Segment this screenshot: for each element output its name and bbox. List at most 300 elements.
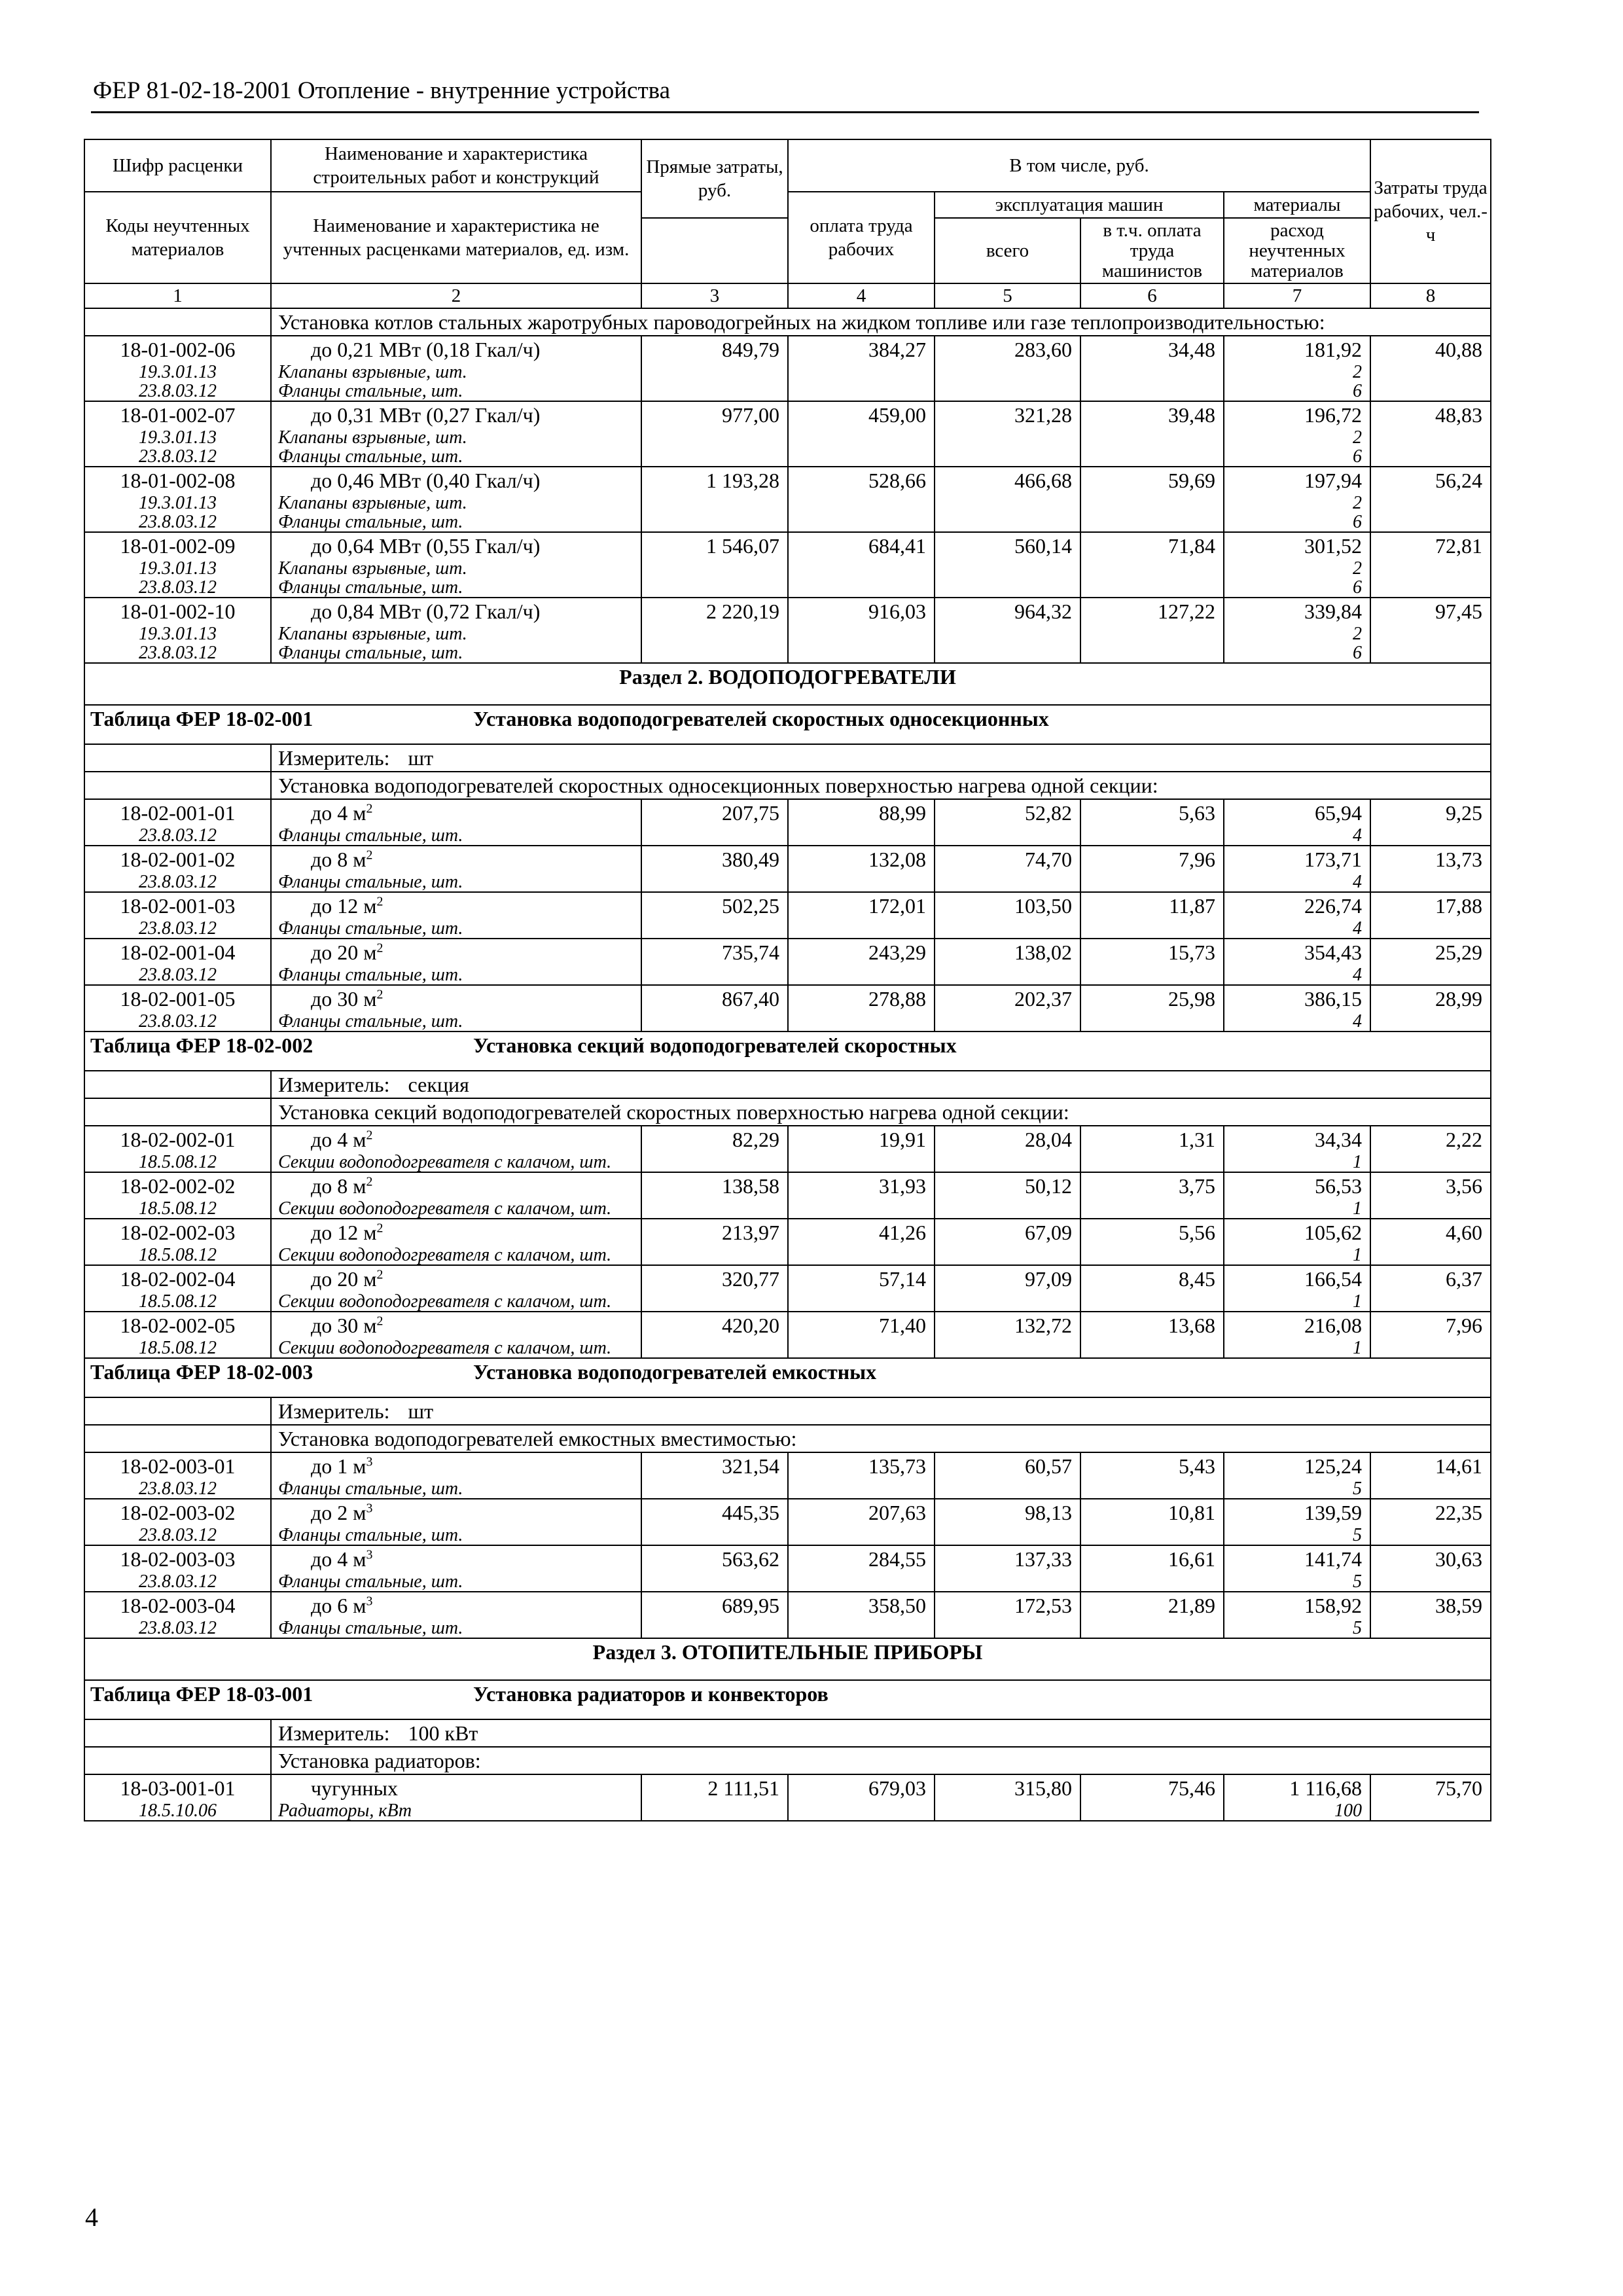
- value-mach: 466,68: [935, 467, 1080, 532]
- unit-exponent: 2: [376, 1221, 383, 1236]
- rate-code-cell: [84, 1219, 271, 1265]
- material-qty: 2: [1353, 427, 1362, 448]
- measure-value: шт: [408, 746, 434, 770]
- table-label: Таблица ФЕР 18-03-001: [90, 1682, 313, 1706]
- th-unaccounted-names: Наименование и характеристика не учтенных расценками материалов, ед. изм.: [271, 192, 641, 283]
- rate-name-text: до 4 м: [311, 801, 366, 825]
- th-labor: Затраты труда рабочих, чел.-ч: [1370, 139, 1491, 283]
- unit-exponent: 2: [376, 987, 383, 1002]
- measure-value: 100 кВт: [408, 1721, 478, 1745]
- value-mat: 226,74: [1304, 894, 1362, 918]
- material-qty: 2: [1353, 493, 1362, 513]
- value-mach-w: 10,81: [1080, 1499, 1224, 1545]
- rate-name-text: до 4 м: [311, 1128, 366, 1151]
- column-number-row: [84, 283, 1491, 308]
- value-direct: 977,00: [641, 401, 788, 467]
- material-code: 23.8.03.12: [139, 577, 217, 598]
- material-code: 23.8.03.12: [139, 965, 217, 985]
- value-mach: 74,70: [935, 846, 1080, 892]
- value-mat: 125,24: [1304, 1454, 1362, 1478]
- rate-name: [278, 939, 635, 965]
- rate-code: 18-02-001-04: [120, 941, 236, 964]
- value-labor: 75,70: [1370, 1774, 1491, 1821]
- unit-exponent: 2: [376, 1314, 383, 1329]
- value-mat: 354,43: [1304, 941, 1362, 964]
- rate-name: [278, 1266, 635, 1292]
- rate-code: 18-01-002-06: [120, 338, 236, 361]
- value-labor: 97,45: [1370, 598, 1491, 663]
- rate-name: [278, 1126, 635, 1153]
- value-direct: 321,54: [641, 1452, 788, 1499]
- rate-name-text: до 12 м: [311, 894, 377, 918]
- value-labor: 72,81: [1370, 532, 1491, 598]
- material-name: Фланцы стальные, шт.: [278, 577, 463, 598]
- rate-name-text: до 4 м: [311, 1547, 366, 1571]
- rate-name-text: до 0,84 МВт (0,72 Гкал/ч): [311, 600, 541, 623]
- rate-name-text: до 30 м: [311, 987, 377, 1011]
- value-mach: 60,57: [935, 1452, 1080, 1499]
- rate-name-text: чугунных: [311, 1776, 398, 1800]
- material-qty: 5: [1353, 1479, 1362, 1499]
- rate-row: [84, 1219, 1491, 1265]
- value-mach-w: 13,68: [1080, 1312, 1224, 1358]
- value-labor: 3,56: [1370, 1172, 1491, 1219]
- unit-exponent: 3: [366, 1454, 373, 1469]
- rate-name-cell: [271, 467, 641, 532]
- value-mat: 173,71: [1304, 848, 1362, 871]
- material-name: Клапаны взрывные, шт.: [278, 493, 467, 513]
- material-code: 19.3.01.13: [139, 493, 217, 513]
- table-title: Установка секций водоподогревателей скоростных: [473, 1033, 957, 1057]
- material-qty: 4: [1353, 825, 1362, 846]
- material-code: 18.5.08.12: [139, 1198, 217, 1219]
- materials-cell: [1224, 532, 1370, 598]
- value-mat: 166,54: [1304, 1267, 1362, 1291]
- value-wages: 679,03: [788, 1774, 935, 1821]
- intro-row: [84, 308, 1491, 336]
- value-direct: 1 193,28: [641, 467, 788, 532]
- value-mach-w: 5,43: [1080, 1452, 1224, 1499]
- material-qty: 6: [1353, 512, 1362, 532]
- value-labor: 6,37: [1370, 1265, 1491, 1312]
- value-wages: 207,63: [788, 1499, 935, 1545]
- measure-code-blank: [84, 744, 271, 772]
- intro-text: Установка котлов стальных жаротрубных пароводогрейных на жидком топливе или газе теплопроизводительностью:: [271, 308, 1491, 336]
- intro-code-blank: [84, 772, 271, 799]
- rate-code: 18-02-002-01: [120, 1128, 236, 1151]
- value-mach-w: 59,69: [1080, 467, 1224, 532]
- table-title-row: [84, 705, 1491, 744]
- intro-row: [84, 772, 1491, 799]
- th-machines-total: всего: [935, 218, 1080, 283]
- value-labor: 25,29: [1370, 939, 1491, 985]
- rate-code: 18-02-001-03: [120, 894, 236, 918]
- table-title-cell: [84, 705, 1491, 744]
- material-qty: 2: [1353, 624, 1362, 644]
- table-title: Установка водоподогревателей скоростных односекционных: [473, 707, 1049, 730]
- rate-name-text: до 0,64 МВт (0,55 Гкал/ч): [311, 534, 541, 558]
- value-mach: 560,14: [935, 532, 1080, 598]
- value-wages: 384,27: [788, 336, 935, 401]
- rate-name: [278, 1775, 635, 1801]
- rate-name: [278, 1592, 635, 1619]
- material-qty: 4: [1353, 1011, 1362, 1031]
- value-labor: 17,88: [1370, 892, 1491, 939]
- rate-name: [278, 1499, 635, 1526]
- materials-cell: [1224, 1312, 1370, 1358]
- rate-row: [84, 892, 1491, 939]
- rate-name-cell: [271, 598, 641, 663]
- value-wages: 172,01: [788, 892, 935, 939]
- rate-name-text: до 20 м: [311, 941, 377, 964]
- rate-code-cell: [84, 336, 271, 401]
- rate-name: [278, 336, 635, 363]
- rate-name: [278, 1453, 635, 1479]
- value-labor: 22,35: [1370, 1499, 1491, 1545]
- value-mach: 138,02: [935, 939, 1080, 985]
- material-qty: 1: [1353, 1338, 1362, 1358]
- material-name: Клапаны взрывные, шт.: [278, 362, 467, 382]
- rate-code: 18-02-001-02: [120, 848, 236, 871]
- material-qty: 1: [1353, 1198, 1362, 1219]
- th-machines: эксплуатация машин: [935, 192, 1224, 218]
- rate-code: 18-02-003-03: [120, 1547, 236, 1571]
- material-name: Клапаны взрывные, шт.: [278, 624, 467, 644]
- value-mat: 65,94: [1315, 801, 1362, 825]
- value-mach: 97,09: [935, 1265, 1080, 1312]
- value-labor: 14,61: [1370, 1452, 1491, 1499]
- rate-name-cell: [271, 1452, 641, 1499]
- value-mach-w: 15,73: [1080, 939, 1224, 985]
- value-direct: 320,77: [641, 1265, 788, 1312]
- measure-label: Измеритель:: [278, 1399, 390, 1423]
- material-code: 18.5.08.12: [139, 1338, 217, 1358]
- material-name: Клапаны взрывные, шт.: [278, 427, 467, 448]
- material-qty: 6: [1353, 643, 1362, 663]
- value-mach-w: 75,46: [1080, 1774, 1224, 1821]
- value-direct: 563,62: [641, 1545, 788, 1592]
- rate-name-text: до 8 м: [311, 848, 366, 871]
- measure-label: Измеритель:: [278, 1721, 390, 1745]
- material-name: Фланцы стальные, шт.: [278, 1011, 463, 1031]
- value-mach-w: 16,61: [1080, 1545, 1224, 1592]
- value-mach-w: 1,31: [1080, 1126, 1224, 1172]
- rate-code: 18-02-001-01: [120, 801, 236, 825]
- rate-code-cell: [84, 892, 271, 939]
- value-labor: 40,88: [1370, 336, 1491, 401]
- value-mach: 52,82: [935, 799, 1080, 846]
- materials-cell: [1224, 598, 1370, 663]
- measure-cell: [271, 1397, 1491, 1425]
- rate-name-cell: [271, 1265, 641, 1312]
- material-name: Секции водоподогревателя с калачом, шт.: [278, 1338, 612, 1358]
- th-materials-consumption: расход неучтенных материалов: [1224, 218, 1370, 283]
- section-row: [84, 663, 1491, 705]
- value-direct: 735,74: [641, 939, 788, 985]
- material-name: Фланцы стальные, шт.: [278, 1571, 463, 1592]
- measure-cell: [271, 1719, 1491, 1747]
- rate-code-cell: [84, 1592, 271, 1638]
- rate-row: [84, 1545, 1491, 1592]
- measure-code-blank: [84, 1397, 271, 1425]
- material-code: 23.8.03.12: [139, 643, 217, 663]
- material-name: Фланцы стальные, шт.: [278, 446, 463, 467]
- measure-row: [84, 1397, 1491, 1425]
- value-mach: 202,37: [935, 985, 1080, 1031]
- table-title-row: [84, 1031, 1491, 1071]
- rate-row: [84, 1592, 1491, 1638]
- materials-cell: [1224, 846, 1370, 892]
- material-name: Фланцы стальные, шт.: [278, 965, 463, 985]
- material-name: Фланцы стальные, шт.: [278, 1479, 463, 1499]
- value-wages: 358,50: [788, 1592, 935, 1638]
- rate-code: 18-02-002-04: [120, 1267, 236, 1291]
- materials-cell: [1224, 799, 1370, 846]
- value-mach: 137,33: [935, 1545, 1080, 1592]
- material-name: Секции водоподогревателя с калачом, шт.: [278, 1245, 612, 1265]
- measure-row: [84, 744, 1491, 772]
- th-direct: Прямые затраты, руб.: [641, 139, 788, 218]
- table-title: Установка водоподогревателей емкостных: [473, 1360, 877, 1384]
- unit-exponent: 2: [376, 1267, 383, 1282]
- materials-cell: [1224, 1499, 1370, 1545]
- material-name: Фланцы стальные, шт.: [278, 1618, 463, 1638]
- materials-cell: [1224, 892, 1370, 939]
- value-wages: 19,91: [788, 1126, 935, 1172]
- value-mat: 141,74: [1304, 1547, 1362, 1571]
- value-direct: 380,49: [641, 846, 788, 892]
- value-mach-w: 71,84: [1080, 532, 1224, 598]
- value-wages: 88,99: [788, 799, 935, 846]
- materials-cell: [1224, 1265, 1370, 1312]
- rate-name-cell: [271, 846, 641, 892]
- material-name: Фланцы стальные, шт.: [278, 825, 463, 846]
- value-mach-w: 21,89: [1080, 1592, 1224, 1638]
- materials-cell: [1224, 985, 1370, 1031]
- value-mach: 132,72: [935, 1312, 1080, 1358]
- section-title: Раздел 2. ВОДОПОДОГРЕВАТЕЛИ: [84, 663, 1491, 705]
- material-name: Фланцы стальные, шт.: [278, 512, 463, 532]
- value-mach-w: 34,48: [1080, 336, 1224, 401]
- unit-exponent: 3: [366, 1594, 373, 1609]
- intro-text: Установка водоподогревателей емкостных вместимостью:: [271, 1425, 1491, 1452]
- value-wages: 135,73: [788, 1452, 935, 1499]
- rate-name-cell: [271, 1592, 641, 1638]
- rate-code-cell: [84, 1774, 271, 1821]
- intro-code-blank: [84, 308, 271, 336]
- rate-name: [278, 533, 635, 559]
- rate-row: [84, 939, 1491, 985]
- rate-code: 18-02-002-02: [120, 1174, 236, 1198]
- table-title-cell: [84, 1358, 1491, 1397]
- rate-row: [84, 985, 1491, 1031]
- rate-code-cell: [84, 799, 271, 846]
- col-number: 6: [1080, 283, 1224, 308]
- table-label: Таблица ФЕР 18-02-001: [90, 707, 313, 730]
- rate-name-text: до 8 м: [311, 1174, 366, 1198]
- rate-name: [278, 893, 635, 919]
- value-mach: 283,60: [935, 336, 1080, 401]
- material-code: 19.3.01.13: [139, 362, 217, 382]
- value-mach: 98,13: [935, 1499, 1080, 1545]
- value-labor: 30,63: [1370, 1545, 1491, 1592]
- material-name: Радиаторы, кВт: [278, 1801, 412, 1821]
- rate-name: [278, 1219, 635, 1246]
- rate-name-cell: [271, 1172, 641, 1219]
- measure-value: шт: [408, 1399, 434, 1423]
- material-qty: 1: [1353, 1291, 1362, 1312]
- intro-row: [84, 1425, 1491, 1452]
- rate-name-cell: [271, 1219, 641, 1265]
- rate-name-cell: [271, 985, 641, 1031]
- value-mach-w: 5,63: [1080, 799, 1224, 846]
- rate-row: [84, 532, 1491, 598]
- value-mach: 103,50: [935, 892, 1080, 939]
- material-name: Фланцы стальные, шт.: [278, 872, 463, 892]
- value-direct: 502,25: [641, 892, 788, 939]
- material-qty: 6: [1353, 446, 1362, 467]
- table-title: Установка радиаторов и конвекторов: [473, 1682, 829, 1706]
- material-name: Фланцы стальные, шт.: [278, 918, 463, 939]
- rate-name-cell: [271, 1774, 641, 1821]
- rate-row: [84, 336, 1491, 401]
- materials-cell: [1224, 1774, 1370, 1821]
- value-wages: 41,26: [788, 1219, 935, 1265]
- rate-row: [84, 401, 1491, 467]
- intro-row: [84, 1747, 1491, 1774]
- value-wages: 459,00: [788, 401, 935, 467]
- value-labor: 38,59: [1370, 1592, 1491, 1638]
- rate-code-cell: [84, 1265, 271, 1312]
- material-name: Секции водоподогревателя с калачом, шт.: [278, 1291, 612, 1312]
- material-code: 23.8.03.12: [139, 512, 217, 532]
- value-mach: 67,09: [935, 1219, 1080, 1265]
- th-wages: оплата труда рабочих: [788, 192, 935, 283]
- rate-name-cell: [271, 532, 641, 598]
- intro-text: Установка водоподогревателей скоростных односекционных поверхностью нагрева одной секции:: [271, 772, 1491, 799]
- rate-name: [278, 1546, 635, 1572]
- material-name: Фланцы стальные, шт.: [278, 1525, 463, 1545]
- value-mach: 964,32: [935, 598, 1080, 663]
- value-wages: 71,40: [788, 1312, 935, 1358]
- rate-code-cell: [84, 467, 271, 532]
- value-mach: 28,04: [935, 1126, 1080, 1172]
- unit-exponent: 2: [366, 848, 373, 863]
- intro-code-blank: [84, 1098, 271, 1126]
- col-number: 7: [1224, 283, 1370, 308]
- rate-row: [84, 846, 1491, 892]
- material-qty: 2: [1353, 362, 1362, 382]
- materials-cell: [1224, 467, 1370, 532]
- rate-name: [278, 1173, 635, 1199]
- measure-code-blank: [84, 1719, 271, 1747]
- rate-code-cell: [84, 1312, 271, 1358]
- value-wages: 278,88: [788, 985, 935, 1031]
- value-direct: 420,20: [641, 1312, 788, 1358]
- section-title: Раздел 3. ОТОПИТЕЛЬНЫЕ ПРИБОРЫ: [84, 1638, 1491, 1680]
- unit-exponent: 2: [366, 1174, 373, 1189]
- materials-cell: [1224, 1452, 1370, 1499]
- rate-name-cell: [271, 799, 641, 846]
- section-row: [84, 1638, 1491, 1680]
- value-mat: 386,15: [1304, 987, 1362, 1011]
- value-mat: 339,84: [1304, 600, 1362, 623]
- value-labor: 4,60: [1370, 1219, 1491, 1265]
- material-qty: 100: [1334, 1801, 1362, 1821]
- material-qty: 2: [1353, 558, 1362, 579]
- rate-name: [278, 846, 635, 872]
- th-machines-wages: в т.ч. оплата труда машинистов: [1080, 218, 1224, 283]
- value-labor: 7,96: [1370, 1312, 1491, 1358]
- col-number: 8: [1370, 283, 1491, 308]
- measure-row: [84, 1719, 1491, 1747]
- material-qty: 6: [1353, 577, 1362, 598]
- value-direct: 213,97: [641, 1219, 788, 1265]
- material-code: 23.8.03.12: [139, 872, 217, 892]
- rate-code-cell: [84, 939, 271, 985]
- value-labor: 48,83: [1370, 401, 1491, 467]
- th-name: Наименование и характеристика строительных работ и конструкций: [271, 139, 641, 192]
- rate-name: [278, 1312, 635, 1338]
- material-code: 23.8.03.12: [139, 918, 217, 939]
- page-header-title: ФЕР 81-02-18-2001 Отопление - внутренние устройства: [93, 77, 671, 104]
- value-direct: 207,75: [641, 799, 788, 846]
- intro-code-blank: [84, 1425, 271, 1452]
- intro-text: Установка радиаторов:: [271, 1747, 1491, 1774]
- material-qty: 4: [1353, 872, 1362, 892]
- page-number: 4: [85, 2202, 98, 2232]
- value-direct: 82,29: [641, 1126, 788, 1172]
- value-mach-w: 8,45: [1080, 1265, 1224, 1312]
- value-mach: 315,80: [935, 1774, 1080, 1821]
- material-qty: 1: [1353, 1152, 1362, 1172]
- th-direct-blank: [641, 218, 788, 283]
- measure-code-blank: [84, 1071, 271, 1098]
- rate-name: [278, 402, 635, 428]
- materials-cell: [1224, 1126, 1370, 1172]
- material-qty: 5: [1353, 1525, 1362, 1545]
- material-code: 19.3.01.13: [139, 558, 217, 579]
- col-number: 1: [84, 283, 271, 308]
- rate-name-cell: [271, 1499, 641, 1545]
- material-code: 18.5.08.12: [139, 1291, 217, 1312]
- value-mat: 158,92: [1304, 1594, 1362, 1617]
- material-code: 23.8.03.12: [139, 381, 217, 401]
- value-mat: 181,92: [1304, 338, 1362, 361]
- rate-name-text: до 30 м: [311, 1314, 377, 1337]
- th-code: Шифр расценки: [84, 139, 271, 192]
- value-labor: 56,24: [1370, 467, 1491, 532]
- unit-exponent: 3: [366, 1547, 373, 1562]
- rate-code: 18-01-002-09: [120, 534, 236, 558]
- rate-name-cell: [271, 892, 641, 939]
- th-materials: материалы: [1224, 192, 1370, 218]
- value-wages: 243,29: [788, 939, 935, 985]
- rate-row: [84, 1452, 1491, 1499]
- material-code: 23.8.03.12: [139, 1571, 217, 1592]
- rate-name-text: до 1 м: [311, 1454, 366, 1478]
- value-mat: 56,53: [1315, 1174, 1362, 1198]
- measure-label: Измеритель:: [278, 746, 390, 770]
- rate-code-cell: [84, 1172, 271, 1219]
- table-title-row: [84, 1358, 1491, 1397]
- measure-row: [84, 1071, 1491, 1098]
- rate-code: 18-02-003-02: [120, 1501, 236, 1524]
- unit-exponent: 2: [376, 941, 383, 956]
- rate-code-cell: [84, 985, 271, 1031]
- value-wages: 528,66: [788, 467, 935, 532]
- value-mach-w: 39,48: [1080, 401, 1224, 467]
